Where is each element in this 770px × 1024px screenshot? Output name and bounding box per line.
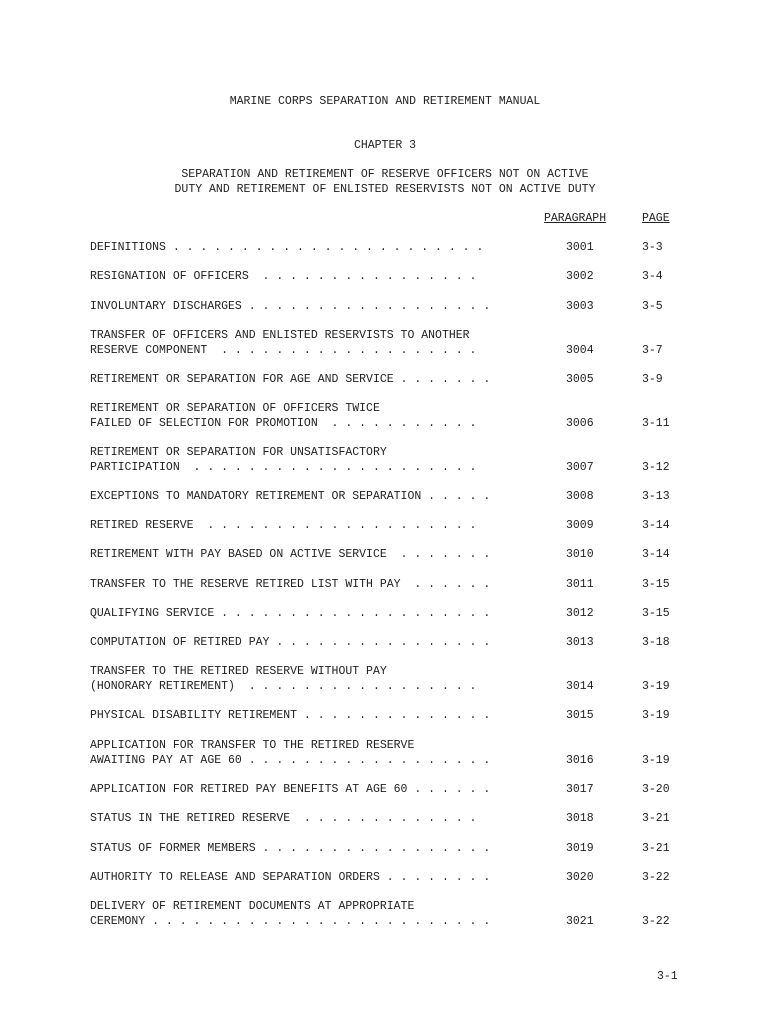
toc-entry-paragraph: 3002	[566, 270, 594, 283]
toc-entry	[90, 328, 690, 358]
toc-entry	[90, 489, 690, 504]
toc-entry-title-line-1: DELIVERY OF RETIREMENT DOCUMENTS AT APPROPRIATE	[90, 900, 415, 913]
toc-entry-page: 3-19	[642, 709, 670, 722]
toc-entry-page: 3-21	[642, 842, 670, 855]
page-column-header: PAGE	[642, 212, 670, 225]
toc-entry	[90, 518, 690, 533]
toc-entry	[90, 606, 690, 621]
toc-entry-page: 3-3	[642, 241, 663, 254]
toc-entry	[90, 899, 690, 929]
toc-entry-title: FAILED OF SELECTION FOR PROMOTION . . . . . . . . . . .	[90, 417, 477, 430]
toc-entry-title: (HONORARY RETIREMENT) . . . . . . . . . . . . . . . . .	[90, 680, 477, 693]
toc-entry-page: 3-18	[642, 636, 670, 649]
toc-entry-title: INVOLUNTARY DISCHARGES . . . . . . . . . . . . . . . . . .	[90, 300, 491, 313]
toc-entry-page: 3-14	[642, 548, 670, 561]
chapter-subtitle-line-1: SEPARATION AND RETIREMENT OF RESERVE OFFICERS NOT ON ACTIVE	[181, 168, 589, 181]
toc-entry-title: RETIRED RESERVE . . . . . . . . . . . . . . . . . . . .	[90, 519, 477, 532]
toc-entry-page: 3-22	[642, 915, 670, 928]
toc-entry-paragraph: 3006	[566, 417, 594, 430]
toc-entry	[90, 577, 690, 592]
toc-entry-paragraph: 3016	[566, 754, 594, 767]
toc-entry-title: STATUS OF FORMER MEMBERS . . . . . . . . . . . . . . . . .	[90, 842, 491, 855]
toc-entry	[90, 635, 690, 650]
toc-entry-title: QUALIFYING SERVICE . . . . . . . . . . . . . . . . . . . .	[90, 607, 491, 620]
toc-entry	[90, 708, 690, 723]
toc-entry-paragraph: 3013	[566, 636, 594, 649]
toc-entry	[90, 841, 690, 856]
toc-entry-title-line-1: TRANSFER OF OFFICERS AND ENLISTED RESERVISTS TO ANOTHER	[90, 329, 470, 342]
chapter-subtitle-line-2: DUTY AND RETIREMENT OF ENLISTED RESERVISTS NOT ON ACTIVE DUTY	[174, 183, 596, 196]
toc-entry-page: 3-19	[642, 754, 670, 767]
toc-entry	[90, 870, 690, 885]
toc-entry-paragraph: 3009	[566, 519, 594, 532]
toc-entry	[90, 811, 690, 826]
toc-entry	[90, 547, 690, 562]
manual-title: MARINE CORPS SEPARATION AND RETIREMENT MANUAL	[229, 95, 541, 108]
toc-entry-title: AUTHORITY TO RELEASE AND SEPARATION ORDERS . . . . . . . .	[90, 871, 491, 884]
toc-entry-paragraph: 3021	[566, 915, 594, 928]
toc-entry-title: EXCEPTIONS TO MANDATORY RETIREMENT OR SEPARATION . . . . .	[90, 490, 491, 503]
toc-entry-title: RESIGNATION OF OFFICERS . . . . . . . . . . . . . . . .	[90, 270, 477, 283]
toc-entry-title: PARTICIPATION . . . . . . . . . . . . . . . . . . . . .	[90, 461, 477, 474]
toc-entry-paragraph: 3007	[566, 461, 594, 474]
toc-entry-title: TRANSFER TO THE RESERVE RETIRED LIST WITH PAY . . . . . .	[90, 578, 491, 591]
toc-entry-paragraph: 3004	[566, 344, 594, 357]
toc-entry-paragraph: 3014	[566, 680, 594, 693]
toc-entry-title-line-1: RETIREMENT OR SEPARATION FOR UNSATISFACTORY	[90, 446, 387, 459]
toc-entry-page: 3-22	[642, 871, 670, 884]
toc-entry-title: APPLICATION FOR RETIRED PAY BENEFITS AT AGE 60 . . . . . .	[90, 783, 491, 796]
toc-entry	[90, 269, 690, 284]
toc-entry-paragraph: 3008	[566, 490, 594, 503]
chapter-heading: CHAPTER 3	[353, 139, 417, 152]
toc-entry-paragraph: 3012	[566, 607, 594, 620]
toc-entry-paragraph: 3005	[566, 373, 594, 386]
toc-entry-title: STATUS IN THE RETIRED RESERVE . . . . . . . . . . . . .	[90, 812, 477, 825]
toc-entry-page: 3-13	[642, 490, 670, 503]
toc-entry-paragraph: 3010	[566, 548, 594, 561]
toc-entry-page: 3-21	[642, 812, 670, 825]
toc-entry-paragraph: 3020	[566, 871, 594, 884]
toc-entry-page: 3-9	[642, 373, 663, 386]
toc-entry	[90, 782, 690, 797]
toc-entry-title: DEFINITIONS . . . . . . . . . . . . . . . . . . . . . . .	[90, 241, 484, 254]
toc-entry-paragraph: 3017	[566, 783, 594, 796]
toc-entry-title: CEREMONY . . . . . . . . . . . . . . . . . . . . . . . . .	[90, 915, 491, 928]
toc-entry-title: RETIREMENT OR SEPARATION FOR AGE AND SERVICE . . . . . . .	[90, 373, 491, 386]
toc-entry-paragraph: 3015	[566, 709, 594, 722]
toc-entry-title-line-1: APPLICATION FOR TRANSFER TO THE RETIRED RESERVE	[90, 739, 415, 752]
toc-entry-title: AWAITING PAY AT AGE 60 . . . . . . . . . . . . . . . . . .	[90, 754, 491, 767]
toc-entry-page: 3-15	[642, 607, 670, 620]
toc-entry-title: PHYSICAL DISABILITY RETIREMENT . . . . . . . . . . . . . .	[90, 709, 491, 722]
toc-entry	[90, 299, 690, 314]
toc-entry-page: 3-15	[642, 578, 670, 591]
toc-entry-page: 3-20	[642, 783, 670, 796]
toc-entry-title-line-1: RETIREMENT OR SEPARATION OF OFFICERS TWICE	[90, 402, 380, 415]
toc-entry	[90, 372, 690, 387]
paragraph-column-header: PARAGRAPH	[544, 212, 607, 225]
toc-entry-paragraph: 3003	[566, 300, 594, 313]
toc-entry-page: 3-12	[642, 461, 670, 474]
toc-entry-page: 3-19	[642, 680, 670, 693]
toc-entry-paragraph: 3001	[566, 241, 594, 254]
toc-entry-title: RESERVE COMPONENT . . . . . . . . . . . . . . . . . . .	[90, 344, 477, 357]
toc-entry-paragraph: 3018	[566, 812, 594, 825]
toc-entry-paragraph: 3019	[566, 842, 594, 855]
toc-entry	[90, 445, 690, 475]
toc-entry	[90, 401, 690, 431]
page-number: 3-1	[657, 970, 678, 983]
toc-entry-title: COMPUTATION OF RETIRED PAY . . . . . . . . . . . . . . . .	[90, 636, 491, 649]
toc-entry-page: 3-14	[642, 519, 670, 532]
toc-entry-title: RETIREMENT WITH PAY BASED ON ACTIVE SERVICE . . . . . . .	[90, 548, 491, 561]
toc-entry-page: 3-7	[642, 344, 663, 357]
toc-entry-page: 3-11	[642, 417, 670, 430]
toc-entry-page: 3-4	[642, 270, 663, 283]
toc-entry-title-line-1: TRANSFER TO THE RETIRED RESERVE WITHOUT PAY	[90, 665, 387, 678]
toc-entry-paragraph: 3011	[566, 578, 594, 591]
toc-entry-page: 3-5	[642, 300, 663, 313]
toc-entry	[90, 664, 690, 694]
toc-entry	[90, 240, 690, 255]
toc-entry	[90, 738, 690, 768]
